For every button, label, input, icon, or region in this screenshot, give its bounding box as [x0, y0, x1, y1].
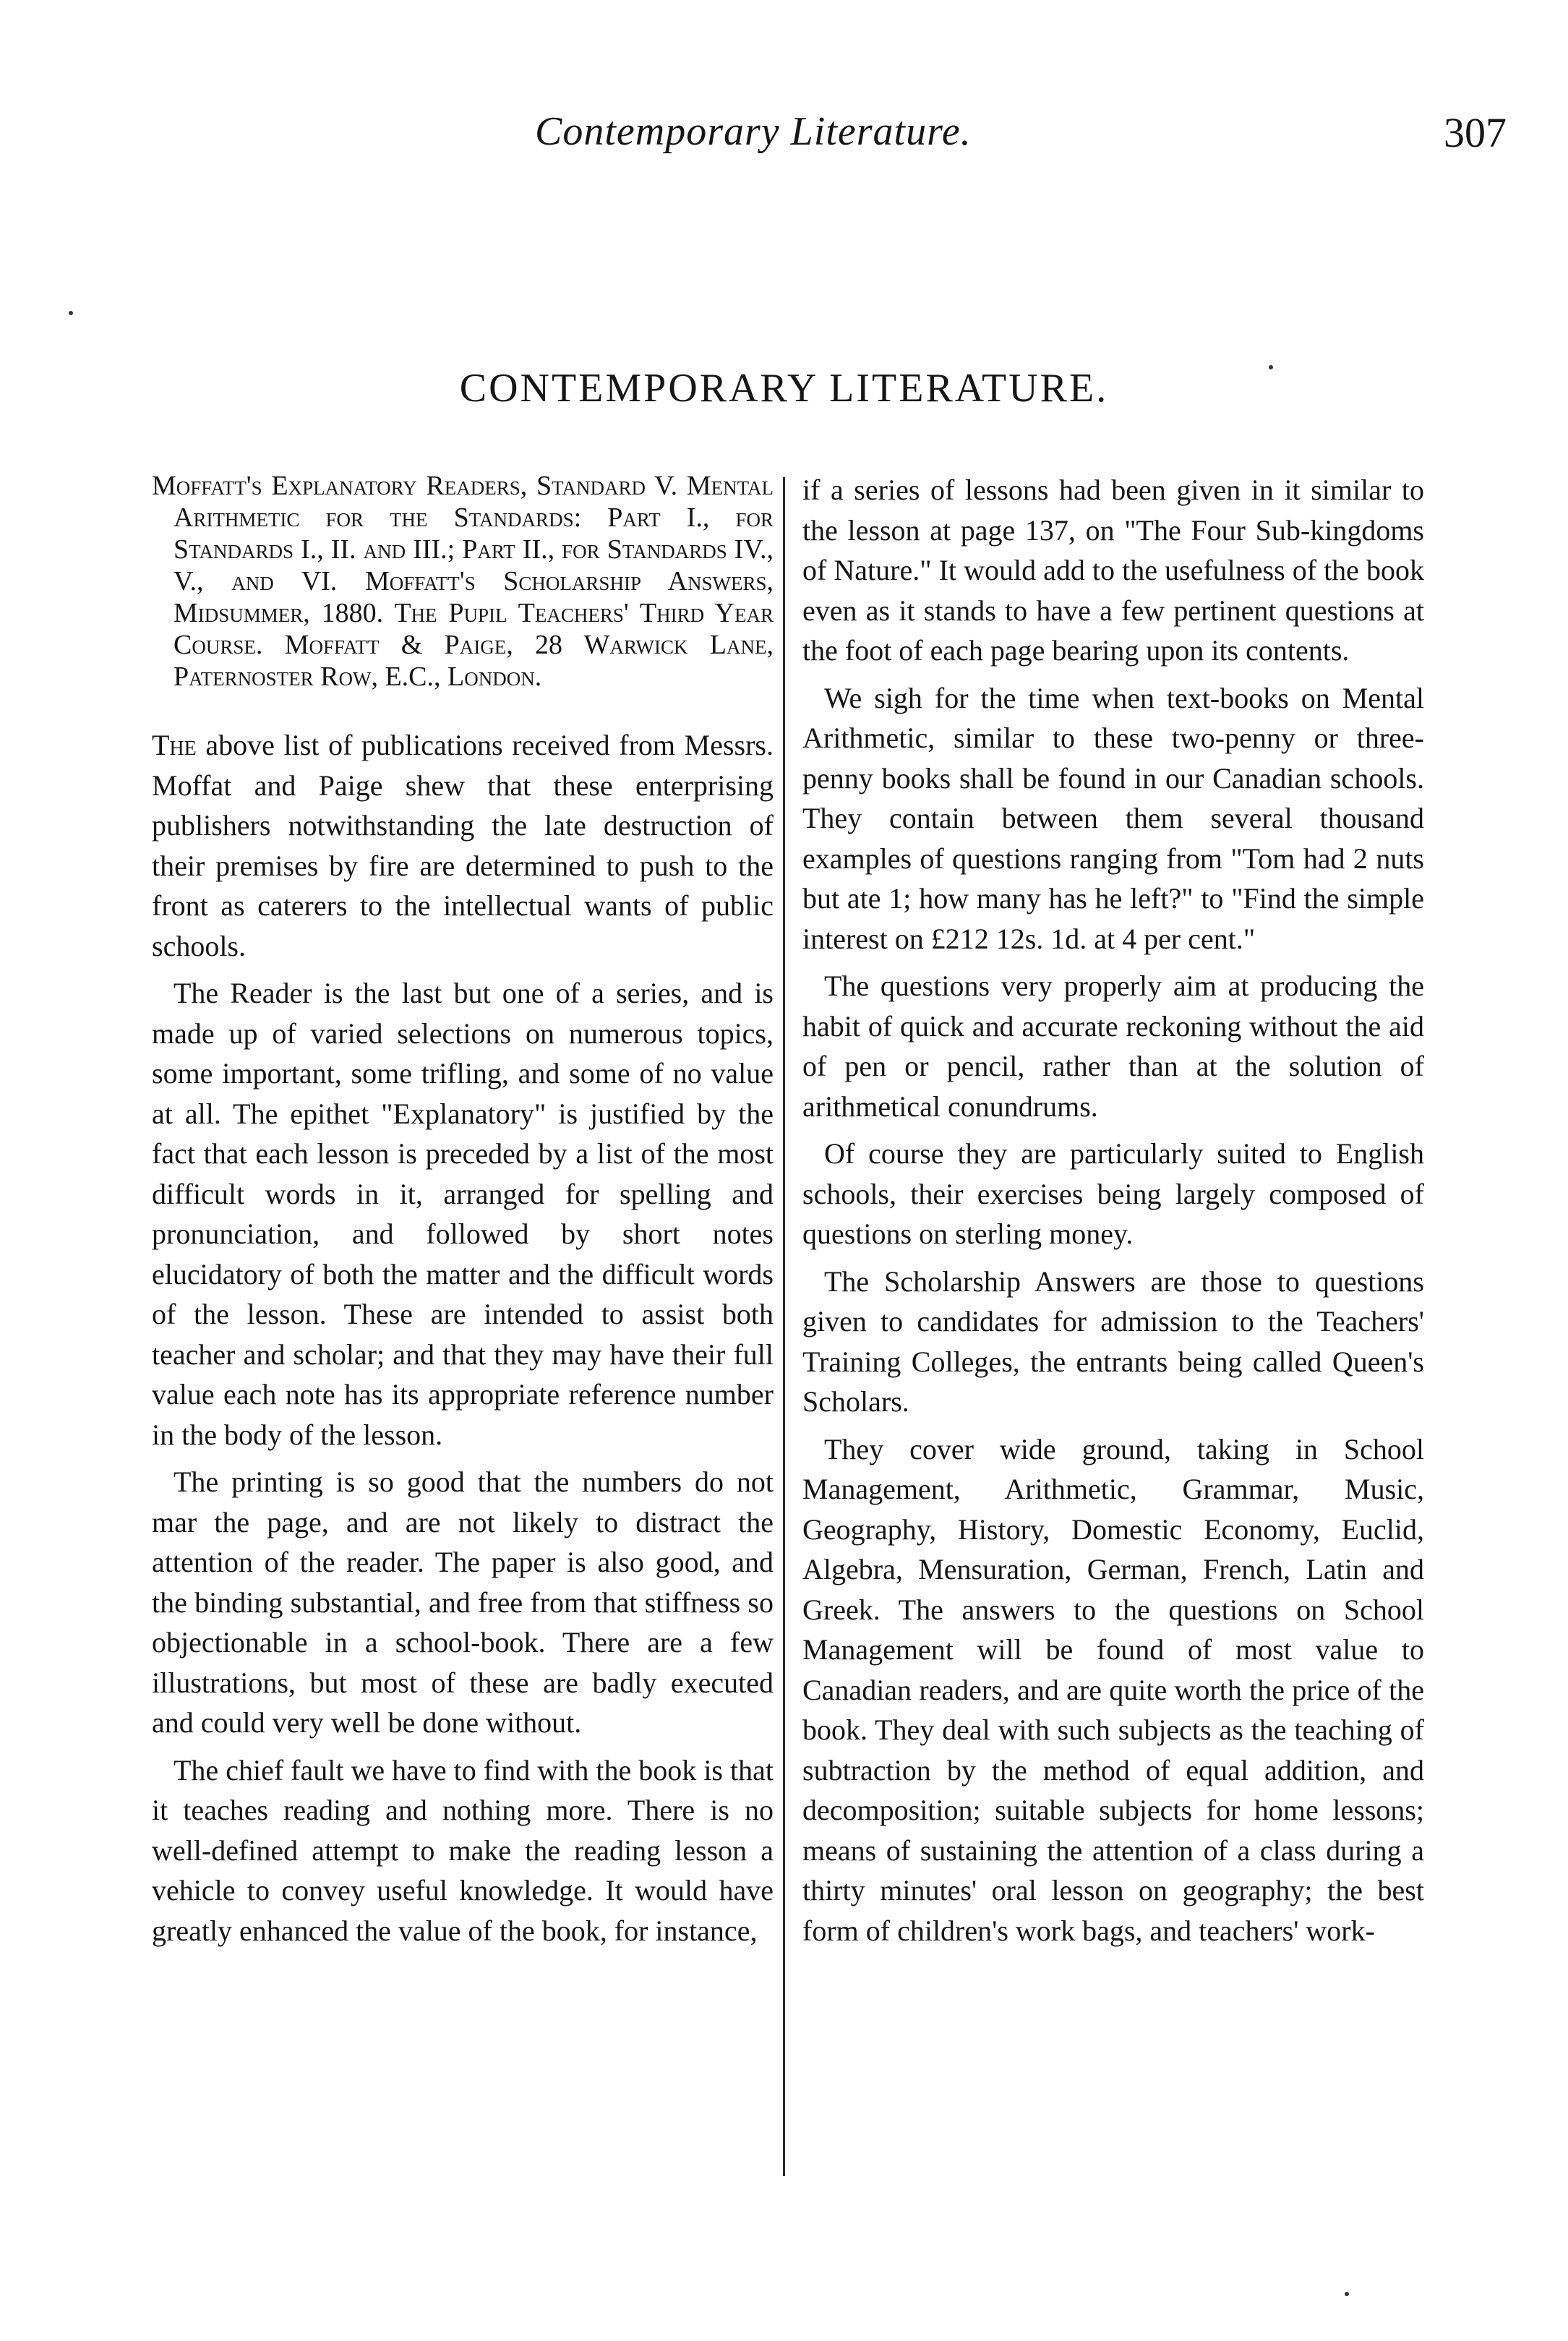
paragraph: if a series of lessons had been given in it similar to the lesson at page 137, on "The Four Sub-kingdoms of Nature." It would add to the usefulness of the book even as it stands to have a few pertinent questions at the foot of each page bearing upon its contents.: [802, 474, 1424, 667]
paragraph: They cover wide ground, taking in School Management, Arithmetic, Grammar, Music, Geography, History, Domestic Economy, Euclid, Algebra, Mensuration, German, French, Latin and Greek. The answers to the questions on School Management will be found of most value to Canadian readers, and are quite worth the price of the book. They deal with such subjects as the teaching of subtraction by the method of equal addition, and decomposition; suitable subjects for home lessons; means of sustaining the attention of a class during a thirty minutes' oral lesson on geography; the best form of children's work bags, and teachers' work-: [802, 1432, 1424, 1947]
left-column: [152, 470, 774, 1958]
paragraph: The questions very properly aim at producing the habit of quick and accurate reckoning without the aid of pen or pencil, rather than at the solution of arithmetical conundrums.: [802, 970, 1424, 1123]
publication-entry: [152, 470, 774, 693]
section-title: CONTEMPORARY LITERATURE.: [459, 366, 1109, 411]
paragraph: [152, 725, 774, 966]
print-speck: [69, 311, 73, 315]
lead-word: The: [152, 729, 197, 761]
right-column: [802, 470, 1424, 1958]
page-number: 307: [1444, 109, 1507, 156]
paragraph: The chief fault we have to find with the book is that it teaches reading and nothing more. There is no well-defined attempt to make the reading lesson a vehicle to convey useful knowledge. It would have greatly enhanced the value of the book, for instance,: [152, 1753, 774, 1947]
paragraph: Of course they are particularly suited to English schools, their exercises being largely composed of questions on sterling money.: [802, 1137, 1424, 1250]
paragraph: The Reader is the last but one of a series, and is made up of varied selections on numerous topics, some important, some trifling, and some of no value at all. The epithet "Explanatory" is justified by the fact that each lesson is preceded by a list of the most difficult words in it, arranged for spelling and pronunciation, and followed by short notes elucidatory of both the matter and the difficult words of the lesson. These are intended to assist both teacher and scholar; and that they may have their full value each note has its appropriate reference number in the body of the lesson.: [152, 977, 774, 1451]
paragraph: The Scholarship Answers are those to questions given to candidates for admission to the Teachers' Training Colleges, the entrants being called Queen's Scholars.: [802, 1264, 1424, 1418]
paragraph: We sigh for the time when text-books on Mental Arithmetic, similar to these two-penny or three-penny books shall be found in our Canadian schools. They contain between them several thousand examples of questions ranging from "Tom had 2 nuts but ate 1; how many has he left?" to "Find the simple interest on £212 12s. 1d. at 4 per cent.": [802, 681, 1424, 955]
paragraph: The printing is so good that the numbers do not mar the page, and are not likely to distract the attention of the reader. The paper is also good, and the binding substantial, and free from that stiffness so objectionable in a school-book. There are a few illustrations, but most of these are badly executed and could very well be done without.: [152, 1465, 774, 1739]
print-speck: [1269, 365, 1273, 369]
publication-entry-text: Moffatt's Explanatory Readers, Standard V. Mental Arithmetic for the Standards: Part I., for Standards I., II. and III.; Part II., for Standards IV., V., and VI. Moffatt's Scholarship Answers, Midsummer, 1880. The Pupil Teachers' Third Year Course. Moffatt & Paige, 28 Warwick Lane, Paternoster Row, E.C., London.: [152, 471, 774, 692]
print-speck: [1345, 2292, 1349, 2296]
running-head: [0, 108, 1568, 166]
paragraph-text: above list of publications received from Messrs. Moffat and Paige shew that these enterprising publishers notwithstanding the late destruction of their premises by fire are determined to push to the front as caterers to the intellectual wants of public schools.: [152, 729, 774, 962]
column-rule: [783, 477, 785, 2176]
running-title: Contemporary Literature.: [535, 109, 972, 154]
